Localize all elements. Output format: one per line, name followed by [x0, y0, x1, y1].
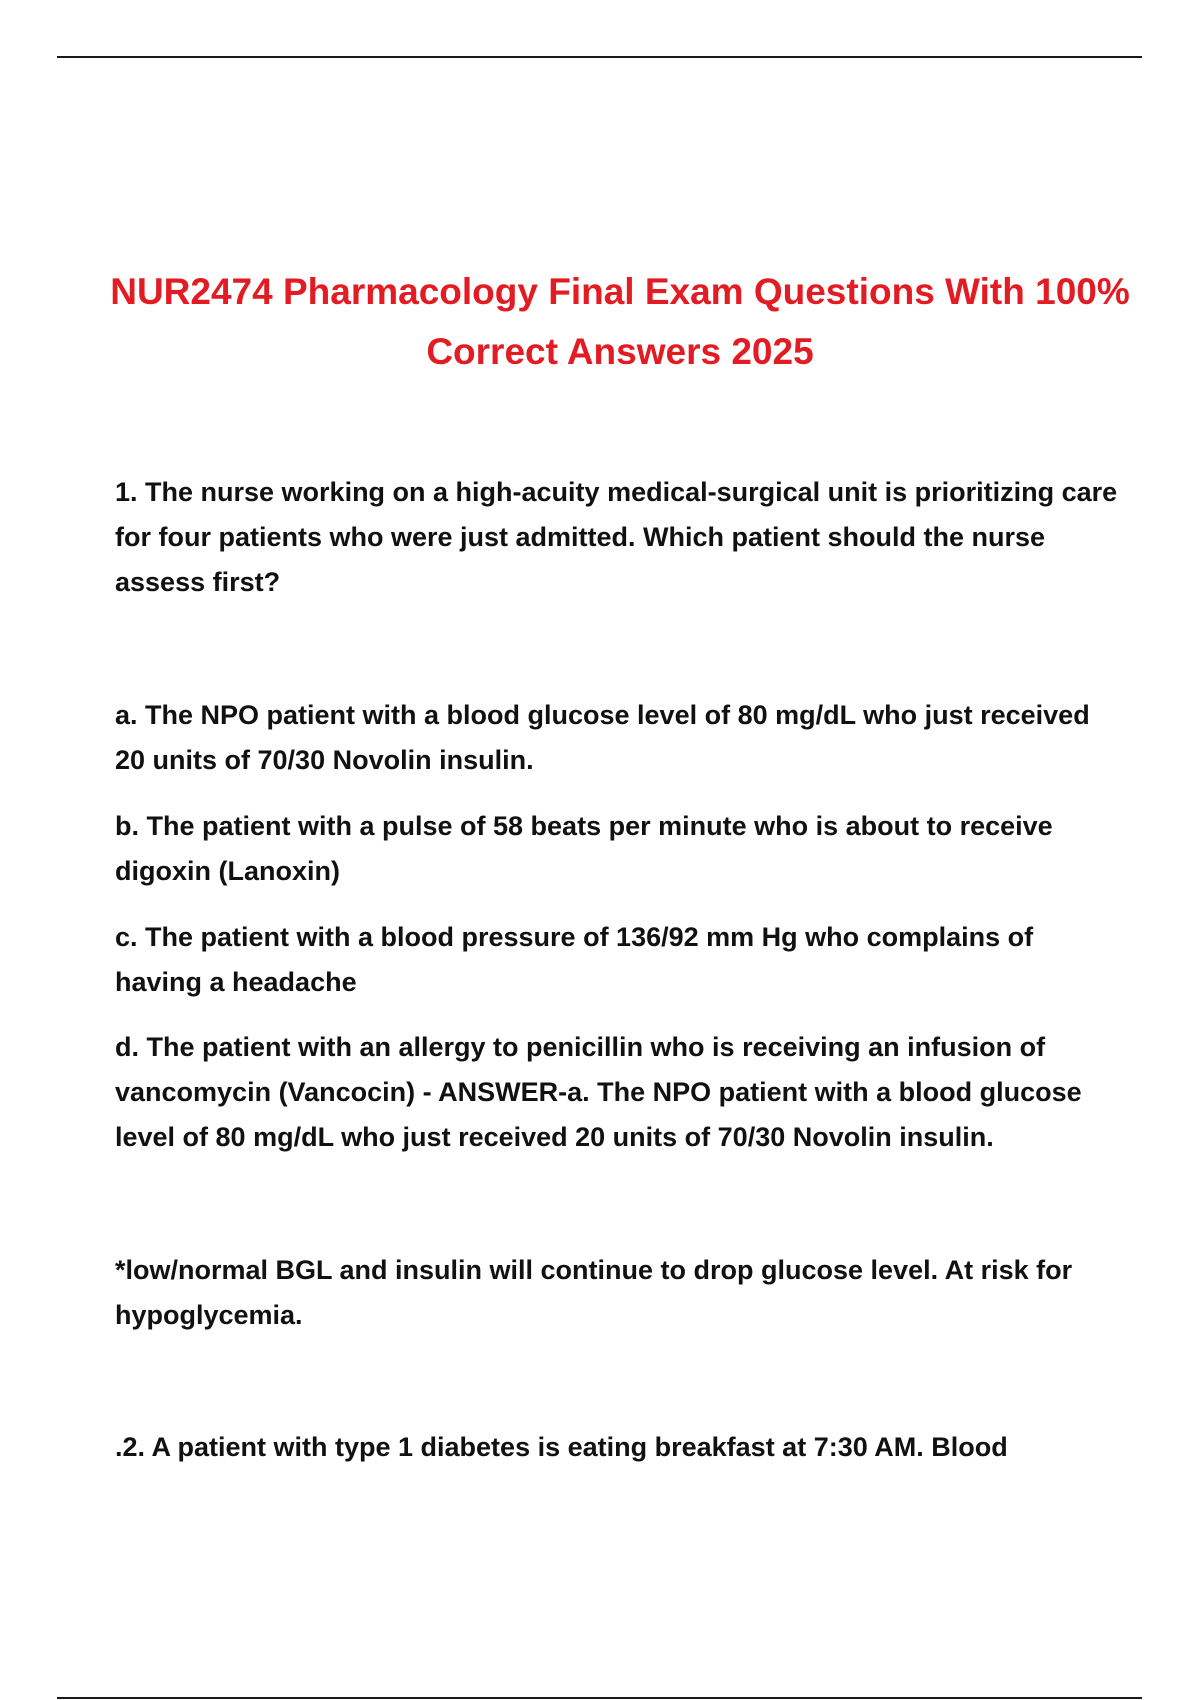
document-title: NUR2474 Pharmacology Final Exam Questions With 100% Correct Answers 2025 — [110, 271, 1130, 372]
question-1-option-d-with-answer: d. The patient with an allergy to penicillin who is receiving an infusion of vancomycin (Vancocin) - ANSWER-a. The NPO patient with a blood glucose level of 80 mg/dL who just received 20 units of 70/30 Novolin insulin. — [115, 1032, 1082, 1152]
question-1-option-c: c. The patient with a blood pressure of 136/92 mm Hg who complains of having a headache — [115, 922, 1034, 997]
bottom-rule — [57, 1697, 1142, 1699]
top-rule — [57, 56, 1142, 58]
question-1-option-b: b. The patient with a pulse of 58 beats per minute who is about to receive digoxin (Lanoxin) — [115, 811, 1053, 886]
question-1-stem: 1. The nurse working on a high-acuity medical-surgical unit is prioritizing care for four patients who were just admitted. Which patient should the nurse assess first? — [115, 477, 1118, 597]
question-2-stem: .2. A patient with type 1 diabetes is eating breakfast at 7:30 AM. Blood — [115, 1432, 1008, 1462]
question-1-rationale: *low/normal BGL and insulin will continue to drop glucose level. At risk for hypoglycemia. — [115, 1255, 1073, 1330]
question-1-option-a: a. The NPO patient with a blood glucose level of 80 mg/dL who just received 20 units of 70/30 Novolin insulin. — [115, 700, 1090, 775]
